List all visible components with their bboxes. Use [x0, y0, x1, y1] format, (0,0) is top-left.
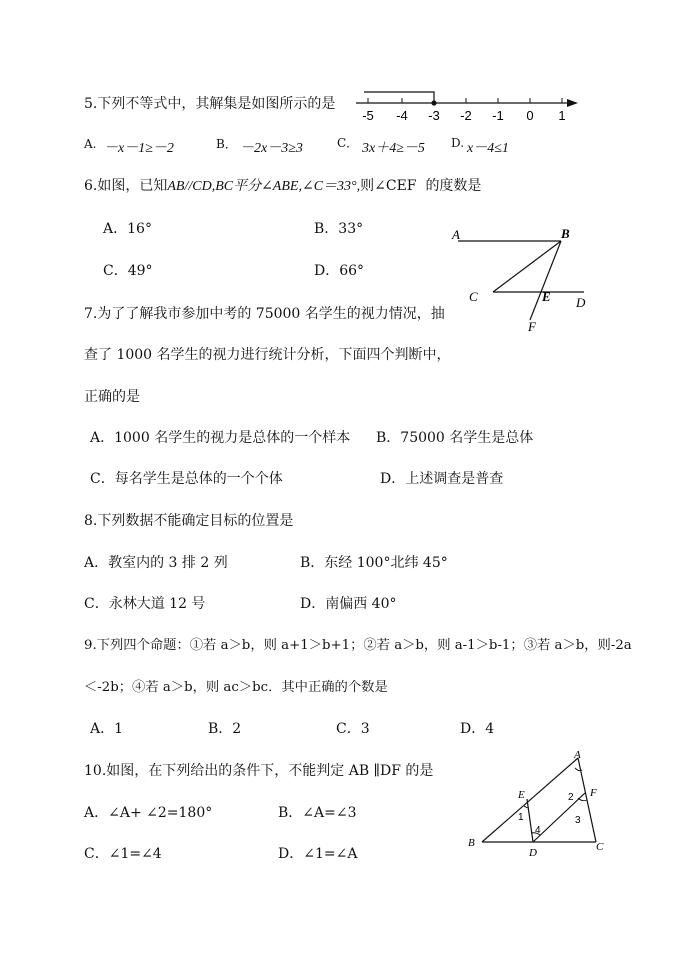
q6-option-b: B．33°: [314, 221, 364, 237]
tick-label: -2: [460, 108, 472, 123]
q6-option-c: C．49°: [103, 263, 153, 279]
q5-option-d-label: D.: [451, 136, 465, 150]
q9-option-b: B．2: [208, 721, 242, 737]
q6-figure: [448, 222, 598, 337]
q6-stem: [84, 179, 481, 194]
q6-option-d: D．66°: [314, 263, 365, 279]
q7-option-d: D．上述调查是普查: [380, 471, 504, 487]
angle-4-label: 4: [535, 825, 541, 836]
q8-option-c: C．永林大道 12 号: [84, 596, 206, 612]
label-b: B: [468, 837, 475, 849]
q10-stem: 10.如图，在下列给出的条件下，不能判定 AB ∥DF 的是: [84, 763, 434, 779]
q7-line-3: 正确的是: [84, 389, 140, 405]
q9-option-d: D．4: [460, 721, 495, 737]
angle-2-label: 2: [568, 792, 574, 803]
q5-option-b: －2x－3≥3: [240, 141, 303, 156]
q10-option-c: C．∠1=∠4: [84, 846, 162, 862]
label-f: F: [528, 319, 536, 334]
label-c: C: [469, 289, 478, 304]
label-c: C: [596, 841, 604, 853]
angle-1-label: 1: [518, 812, 524, 823]
q7-option-a: A．1000 名学生的视力是总体的一个样本: [90, 430, 351, 446]
q6-mid: 则∠CEF: [360, 178, 417, 194]
q5-option-c-label: C．: [337, 136, 359, 150]
angle-3-label: 3: [575, 815, 581, 826]
q10-option-b: B．∠A=∠3: [278, 805, 357, 821]
q6-option-a: A．16°: [103, 221, 152, 237]
label-e: E: [518, 789, 525, 801]
q8-option-b: B．东经 100°北纬 45°: [300, 555, 448, 571]
q10-option-d: D．∠1=∠A: [278, 846, 358, 862]
label-a: A: [574, 749, 581, 761]
q7-option-b: B．75000 名学生是总体: [376, 430, 534, 446]
q5-option-a: －x－1≥－2: [104, 141, 174, 156]
q9-option-a: A．1: [90, 721, 124, 737]
tick-label: -4: [396, 108, 408, 123]
q7-line-2: 查了 1000 名学生的视力进行统计分析，下面四个判断中，: [84, 347, 451, 363]
q5-option-d: x－4≤1: [467, 141, 509, 156]
tick-label: -3: [428, 108, 440, 123]
q10-option-a: A．∠A+ ∠2=180°: [84, 805, 213, 821]
q9-line-1: 9.下列四个命题：①若 a＞b，则 a+1＞b+1；②若 a＞b，则 a-1＞b-1；③若 a＞b，则-2a: [84, 638, 632, 653]
q6-condition: AB//CD,BC平分∠ABE,∠C＝33°,: [167, 179, 361, 194]
q7-option-c: C．每名学生是总体的一个个体: [90, 471, 283, 487]
q8-option-d: D．南偏西 40°: [300, 596, 397, 612]
q10-figure: [462, 748, 612, 858]
tick-label: -5: [362, 108, 374, 123]
label-e: E: [542, 289, 551, 304]
label-f: F: [590, 787, 597, 799]
q5-option-c: 3x＋4≥－5: [362, 141, 425, 156]
tick-label: -1: [492, 108, 504, 123]
tick-label: 0: [526, 108, 534, 123]
q5-number-line: [352, 84, 587, 126]
q9-line-2: ＜-2b；④若 a＞b，则 ac＞bc．其中正确的个数是: [84, 680, 388, 695]
q7-line-1: 7.为了了解我市参加中考的 75000 名学生的视力情况，抽: [84, 306, 445, 322]
q8-option-a: A．教室内的 3 排 2 列: [84, 555, 228, 571]
label-b: B: [561, 226, 570, 241]
label-d: D: [529, 847, 537, 859]
q6-prefix: 6.如图，已知: [84, 178, 168, 194]
q5-option-a-label: A.: [84, 137, 97, 151]
q6-suffix: 的度数是: [425, 178, 482, 194]
q9-option-c: C．3: [336, 721, 370, 737]
q5-option-b-label: B．: [216, 137, 237, 151]
q5-stem: 5.下列不等式中，其解集是如图所示的是: [84, 96, 336, 112]
tick-label: 1: [558, 108, 566, 123]
q8-stem: 8.下列数据不能确定目标的位置是: [84, 513, 294, 529]
label-a: A: [452, 227, 460, 242]
label-d: D: [576, 295, 586, 310]
